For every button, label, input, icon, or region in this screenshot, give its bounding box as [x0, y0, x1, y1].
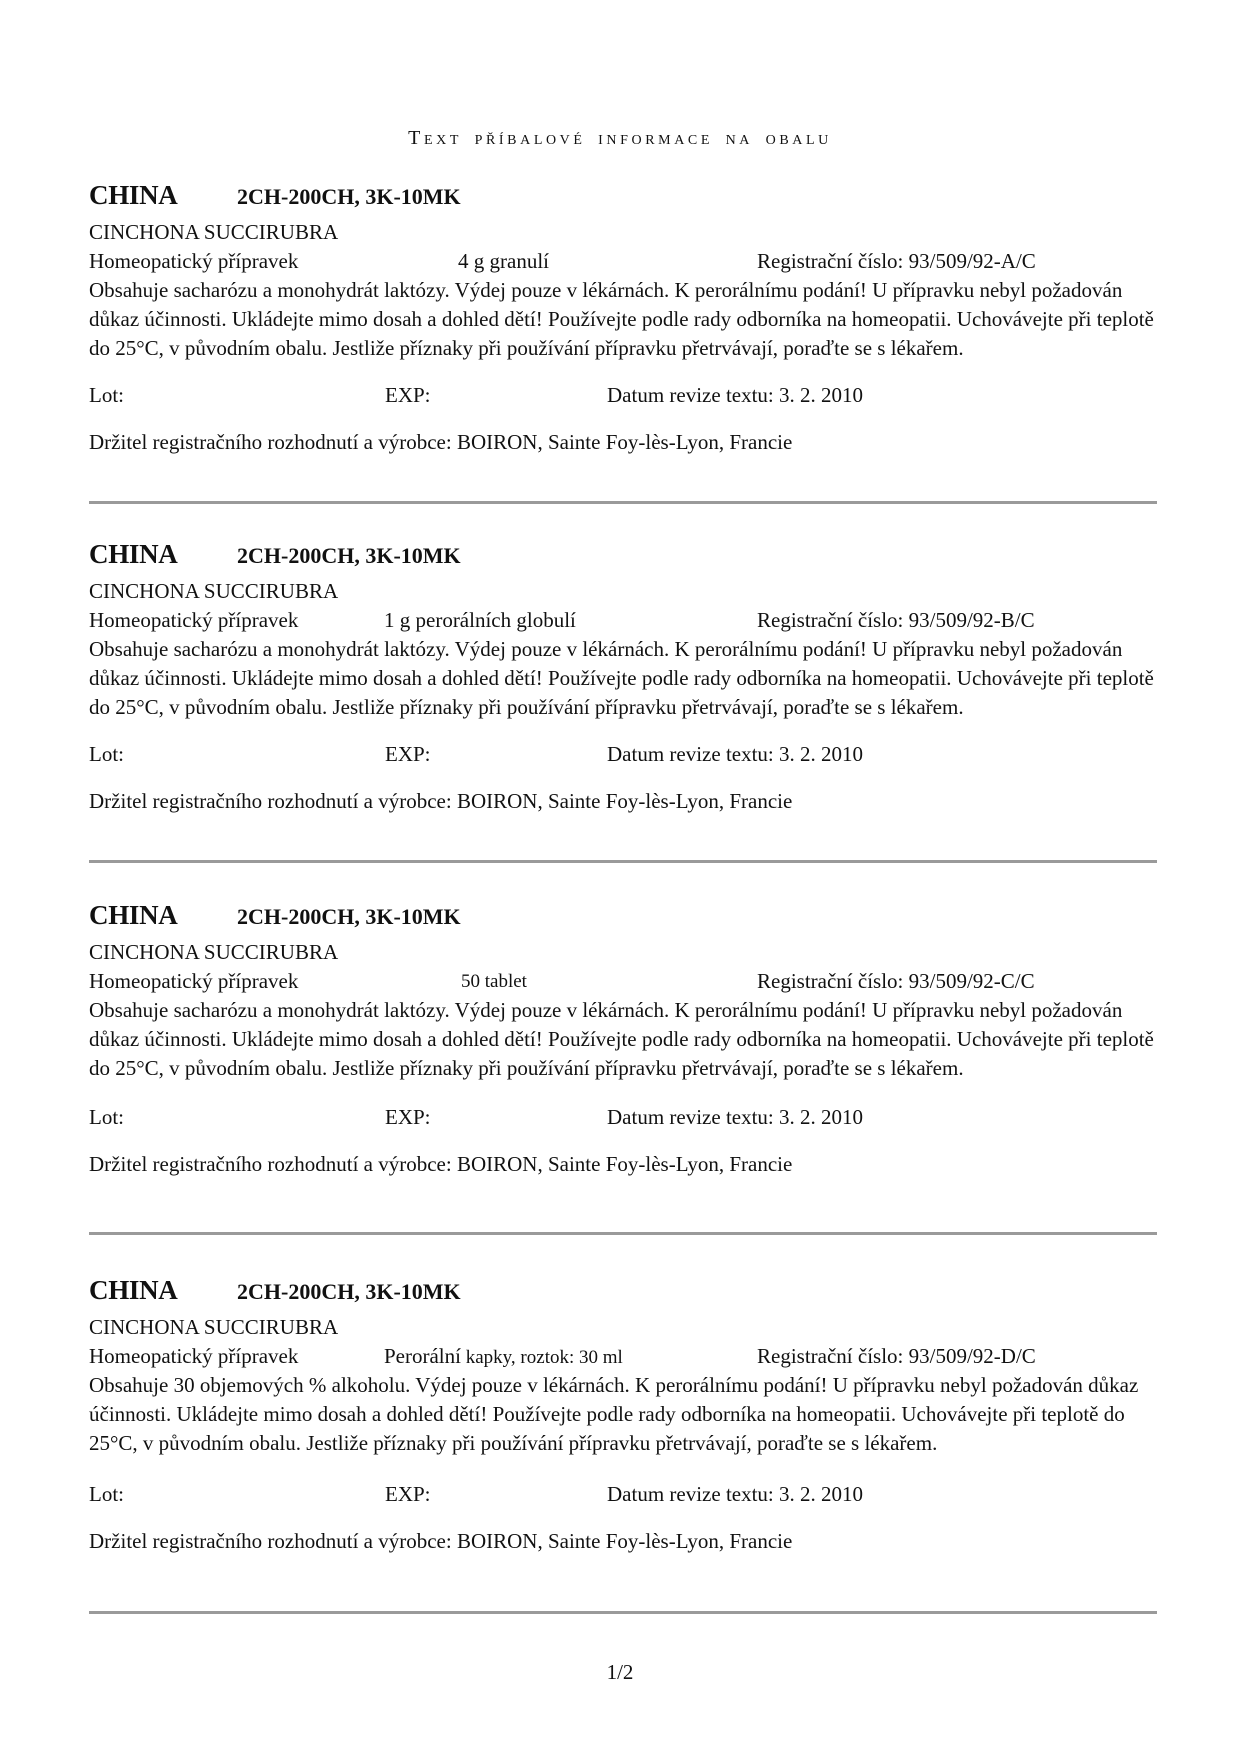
latin-name: CINCHONA SUCCIRUBRA [89, 1315, 339, 1339]
product-type: Homeopatický přípravek [89, 1344, 299, 1368]
product-name: CHINA [89, 900, 178, 930]
registration-holder: Držitel registračního rozhodnutí a výrobce: BOIRON, Sainte Foy-lès-Lyon, Francie [89, 789, 793, 813]
product-section [89, 900, 1157, 1179]
product-name: CHINA [89, 1275, 178, 1305]
section-divider [89, 860, 1157, 863]
lot-label: Lot: [89, 383, 124, 407]
package-size [461, 967, 527, 996]
registration-holder: Držitel registračního rozhodnutí a výrobce: BOIRON, Sainte Foy-lès-Lyon, Francie [89, 1152, 793, 1176]
registration-holder: Držitel registračního rozhodnutí a výrobce: BOIRON, Sainte Foy-lès-Lyon, Francie [89, 430, 793, 454]
product-type: Homeopatický přípravek [89, 608, 299, 632]
latin-name: CINCHONA SUCCIRUBRA [89, 579, 339, 603]
product-type: Homeopatický přípravek [89, 249, 299, 273]
package-size [458, 247, 549, 276]
registration-number: Registrační číslo: 93/509/92-C/C [757, 969, 1035, 993]
latin-name: CINCHONA SUCCIRUBRA [89, 940, 339, 964]
product-type: Homeopatický přípravek [89, 969, 299, 993]
exp-label: EXP: [385, 1105, 431, 1129]
lot-label: Lot: [89, 742, 124, 766]
section-divider [89, 1232, 1157, 1235]
registration-holder: Držitel registračního rozhodnutí a výrobce: BOIRON, Sainte Foy-lès-Lyon, Francie [89, 1529, 793, 1553]
product-section [89, 539, 1157, 816]
product-potency: 2CH-200CH, 3K-10MK [237, 904, 461, 929]
page-number: 1/2 [606, 1660, 634, 1684]
package-size-detail: kapky, roztok: 30 ml [460, 1347, 623, 1368]
revision-date: Datum revize textu: 3. 2. 2010 [607, 383, 864, 407]
package-size-main: 1 g perorálních globulí [384, 608, 576, 632]
product-description: Obsahuje sacharózu a monohydrát laktózy. Výdej pouze v lékárnách. K perorálnímu podání! U přípravku nebyl požadován důkaz účinnosti. Ukládejte mimo dosah a dohled dětí! Používejte podle rady odborníka na homeopatii. Uchovávejte při teplotě do 25°C, v původním obalu. Jestliže příznaky při používání přípravku přetrvávají, poraďte se s lékařem. [89, 637, 1154, 719]
package-size-main: Perorální [384, 1344, 461, 1368]
latin-name: CINCHONA SUCCIRUBRA [89, 220, 339, 244]
revision-date: Datum revize textu: 3. 2. 2010 [607, 742, 864, 766]
package-size-main: 4 g granulí [458, 249, 549, 273]
package-size [384, 1342, 623, 1372]
package-size [384, 606, 576, 635]
product-description: Obsahuje 30 objemových % alkoholu. Výdej pouze v lékárnách. K perorálnímu podání! U přípravku nebyl požadován důkaz účinnosti. Ukládejte mimo dosah a dohled dětí! Používejte podle rady odborníka na homeopatii. Uchovávejte při teplotě do 25°C, v původním obalu. Jestliže příznaky při používání přípravku přetrvávají, poraďte se s lékařem. [89, 1373, 1139, 1455]
section-divider [89, 1611, 1157, 1614]
revision-date: Datum revize textu: 3. 2. 2010 [607, 1105, 864, 1129]
section-divider [89, 501, 1157, 504]
product-name: CHINA [89, 539, 178, 569]
product-description: Obsahuje sacharózu a monohydrát laktózy. Výdej pouze v lékárnách. K perorálnímu podání! U přípravku nebyl požadován důkaz účinnosti. Ukládejte mimo dosah a dohled dětí! Používejte podle rady odborníka na homeopatii. Uchovávejte při teplotě do 25°C, v původním obalu. Jestliže příznaky při používání přípravku přetrvávají, poraďte se s lékařem. [89, 278, 1154, 360]
page-title: Text příbalové informace na obalu [408, 127, 832, 149]
product-potency: 2CH-200CH, 3K-10MK [237, 1279, 461, 1304]
lot-label: Lot: [89, 1105, 124, 1129]
exp-label: EXP: [385, 383, 431, 407]
product-name: CHINA [89, 180, 178, 210]
registration-number: Registrační číslo: 93/509/92-B/C [757, 608, 1035, 632]
registration-number: Registrační číslo: 93/509/92-A/C [757, 249, 1036, 273]
product-section [89, 180, 1157, 457]
registration-number: Registrační číslo: 93/509/92-D/C [757, 1344, 1036, 1368]
revision-date: Datum revize textu: 3. 2. 2010 [607, 1482, 864, 1506]
package-size-main: 50 tablet [461, 971, 527, 992]
exp-label: EXP: [385, 742, 431, 766]
product-potency: 2CH-200CH, 3K-10MK [237, 543, 461, 568]
product-section [89, 1275, 1157, 1556]
exp-label: EXP: [385, 1482, 431, 1506]
product-description: Obsahuje sacharózu a monohydrát laktózy. Výdej pouze v lékárnách. K perorálnímu podání! U přípravku nebyl požadován důkaz účinnosti. Ukládejte mimo dosah a dohled dětí! Používejte podle rady odborníka na homeopatii. Uchovávejte při teplotě do 25°C, v původním obalu. Jestliže příznaky při používání přípravku přetrvávají, poraďte se s lékařem. [89, 998, 1154, 1080]
lot-label: Lot: [89, 1482, 124, 1506]
product-potency: 2CH-200CH, 3K-10MK [237, 184, 461, 209]
